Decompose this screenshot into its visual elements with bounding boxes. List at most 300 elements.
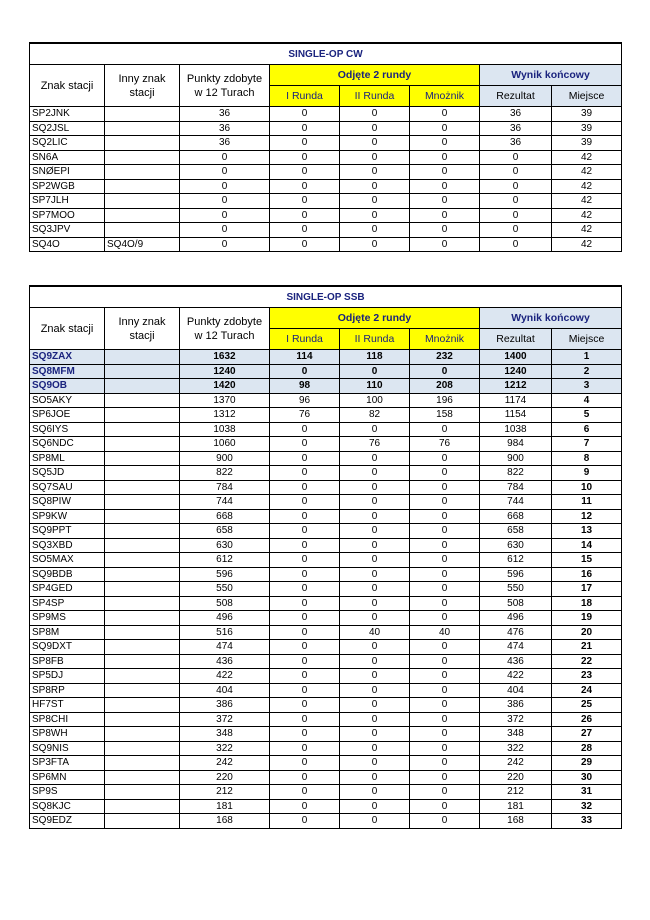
cell-place: 31 [552,785,622,800]
cell-points: 0 [180,194,270,209]
cell-call: SQ8PIW [30,495,105,510]
cell-call: SP8FB [30,654,105,669]
table-row [30,480,622,495]
cell-round1: 0 [270,741,340,756]
cell-round2: 100 [340,393,410,408]
cell-place: 42 [552,150,622,165]
header-result: Rezultat [480,329,552,350]
cell-multiplier: 0 [410,480,480,495]
cell-call: SQ9EDZ [30,814,105,829]
cell-round2: 0 [340,553,410,568]
cell-round1: 0 [270,625,340,640]
header-deducted-group: Odjęte 2 rundy [270,65,480,86]
cell-place: 29 [552,756,622,771]
cell-round2: 0 [340,596,410,611]
cell-place: 42 [552,165,622,180]
cell-round1: 0 [270,451,340,466]
table-row [30,437,622,452]
cell-points: 36 [180,121,270,136]
cell-place: 30 [552,770,622,785]
cell-result: 36 [480,136,552,151]
cell-multiplier: 196 [410,393,480,408]
cell-call: SP8ML [30,451,105,466]
cell-points: 496 [180,611,270,626]
cell-round2: 0 [340,237,410,252]
cell-points: 1370 [180,393,270,408]
cell-points: 1060 [180,437,270,452]
cell-other-call [105,107,180,122]
table-row [30,596,622,611]
cell-place: 10 [552,480,622,495]
cell-multiplier: 0 [410,727,480,742]
table-row [30,814,622,829]
cell-points: 1038 [180,422,270,437]
cell-result: 744 [480,495,552,510]
cell-call: SP7JLH [30,194,105,209]
cell-multiplier: 0 [410,785,480,800]
header-other-call: Inny znak stacji [105,308,180,350]
cell-other-call [105,364,180,379]
cell-round2: 110 [340,379,410,394]
cell-result: 658 [480,524,552,539]
cell-multiplier: 0 [410,194,480,209]
cell-points: 744 [180,495,270,510]
table-row [30,524,622,539]
cell-result: 1212 [480,379,552,394]
header-points: Punkty zdobyte w 12 Turach [180,308,270,350]
table-row [30,785,622,800]
cell-result: 436 [480,654,552,669]
cell-round2: 0 [340,451,410,466]
cell-result: 404 [480,683,552,698]
cell-place: 33 [552,814,622,829]
cell-place: 6 [552,422,622,437]
cell-call: SQ5JD [30,466,105,481]
cell-place: 22 [552,654,622,669]
cell-round2: 0 [340,640,410,655]
cell-result: 422 [480,669,552,684]
cell-place: 26 [552,712,622,727]
table-row [30,640,622,655]
cell-points: 322 [180,741,270,756]
cell-call: SP6MN [30,770,105,785]
cell-result: 476 [480,625,552,640]
cell-round1: 0 [270,136,340,151]
cell-points: 550 [180,582,270,597]
cell-round1: 0 [270,364,340,379]
cell-multiplier: 0 [410,683,480,698]
cell-points: 900 [180,451,270,466]
cell-place: 4 [552,393,622,408]
cell-other-call [105,712,180,727]
cell-round2: 0 [340,364,410,379]
cell-points: 242 [180,756,270,771]
cell-call: SP8RP [30,683,105,698]
cell-place: 18 [552,596,622,611]
cell-other-call [105,451,180,466]
cell-other-call: SQ4O/9 [105,237,180,252]
cell-place: 7 [552,437,622,452]
table-row [30,393,622,408]
cell-other-call [105,785,180,800]
table-row [30,237,622,252]
cell-call: SP4GED [30,582,105,597]
header-multiplier: Mnożnik [410,86,480,107]
cell-call: SP9MS [30,611,105,626]
cell-round2: 0 [340,727,410,742]
cell-round2: 0 [340,669,410,684]
table-row [30,208,622,223]
table-row [30,495,622,510]
cell-other-call [105,538,180,553]
table-row [30,165,622,180]
cell-points: 0 [180,223,270,238]
table-row [30,611,622,626]
cell-call: SP2WGB [30,179,105,194]
cell-multiplier: 0 [410,640,480,655]
cell-result: 1240 [480,364,552,379]
cell-points: 404 [180,683,270,698]
cell-other-call [105,223,180,238]
cell-other-call [105,466,180,481]
cell-other-call [105,770,180,785]
table-row [30,451,622,466]
cell-round2: 0 [340,150,410,165]
cell-points: 168 [180,814,270,829]
cell-points: 1240 [180,364,270,379]
cell-call: SO5AKY [30,393,105,408]
header-points: Punkty zdobyte w 12 Turach [180,65,270,107]
header-round2: II Runda [340,86,410,107]
cell-call: SQ9PPT [30,524,105,539]
cell-result: 784 [480,480,552,495]
cell-other-call [105,727,180,742]
cell-place: 42 [552,208,622,223]
cell-other-call [105,509,180,524]
header-place: Miejsce [552,329,622,350]
cell-place: 1 [552,350,622,365]
table-row [30,799,622,814]
cell-call: SP2JNK [30,107,105,122]
cell-multiplier: 0 [410,611,480,626]
cell-points: 436 [180,654,270,669]
cell-result: 168 [480,814,552,829]
cell-call: SQ7SAU [30,480,105,495]
cell-round1: 0 [270,495,340,510]
cell-place: 19 [552,611,622,626]
table-row [30,741,622,756]
table-row [30,698,622,713]
header-deducted-group: Odjęte 2 rundy [270,308,480,329]
cell-points: 212 [180,785,270,800]
cell-round1: 0 [270,194,340,209]
cell-round1: 76 [270,408,340,423]
cell-place: 5 [552,408,622,423]
cell-result: 0 [480,150,552,165]
cell-round1: 0 [270,524,340,539]
cell-result: 630 [480,538,552,553]
cell-round2: 0 [340,509,410,524]
cell-result: 612 [480,553,552,568]
cell-round1: 98 [270,379,340,394]
cell-other-call [105,121,180,136]
cell-points: 508 [180,596,270,611]
cw-table-title: SINGLE-OP CW [30,43,622,65]
cell-call: SQ9BDB [30,567,105,582]
cell-other-call [105,814,180,829]
table-row [30,150,622,165]
table-row [30,223,622,238]
cell-multiplier: 0 [410,165,480,180]
cell-points: 220 [180,770,270,785]
cell-call: SQ8KJC [30,799,105,814]
cell-other-call [105,150,180,165]
cell-round2: 82 [340,408,410,423]
table-row [30,538,622,553]
cell-round1: 0 [270,698,340,713]
cell-round1: 0 [270,223,340,238]
header-call: Znak stacji [30,65,105,107]
cell-place: 2 [552,364,622,379]
cell-place: 23 [552,669,622,684]
cell-multiplier: 158 [410,408,480,423]
cell-multiplier: 0 [410,538,480,553]
cell-other-call [105,437,180,452]
cell-round2: 0 [340,480,410,495]
cell-round1: 0 [270,466,340,481]
cell-result: 212 [480,785,552,800]
cell-round2: 0 [340,136,410,151]
cell-other-call [105,799,180,814]
cell-call: SP9S [30,785,105,800]
table-row [30,553,622,568]
cell-other-call [105,625,180,640]
cell-place: 13 [552,524,622,539]
header-result: Rezultat [480,86,552,107]
cell-multiplier: 0 [410,669,480,684]
cell-multiplier: 0 [410,654,480,669]
table-row [30,669,622,684]
cell-points: 822 [180,466,270,481]
cell-round1: 0 [270,785,340,800]
cell-place: 32 [552,799,622,814]
cell-round2: 0 [340,785,410,800]
cell-other-call [105,611,180,626]
cell-other-call [105,669,180,684]
cell-points: 612 [180,553,270,568]
cell-round2: 0 [340,107,410,122]
cell-multiplier: 0 [410,712,480,727]
table-row [30,625,622,640]
cell-round2: 0 [340,208,410,223]
cell-result: 496 [480,611,552,626]
cell-round1: 0 [270,121,340,136]
cell-place: 21 [552,640,622,655]
cell-result: 984 [480,437,552,452]
cell-place: 24 [552,683,622,698]
cell-other-call [105,136,180,151]
cell-result: 181 [480,799,552,814]
cell-round2: 0 [340,582,410,597]
cell-points: 1632 [180,350,270,365]
cell-result: 322 [480,741,552,756]
cell-multiplier: 0 [410,524,480,539]
cell-round1: 0 [270,553,340,568]
table-row [30,727,622,742]
cell-call: SP8CHI [30,712,105,727]
cell-result: 372 [480,712,552,727]
table-row [30,466,622,481]
cell-round2: 0 [340,712,410,727]
cell-points: 1312 [180,408,270,423]
cell-call: SQ3XBD [30,538,105,553]
table-row [30,712,622,727]
cell-other-call [105,553,180,568]
table-row [30,121,622,136]
header-round1: I Runda [270,86,340,107]
cell-multiplier: 0 [410,553,480,568]
table-row [30,364,622,379]
table-row [30,379,622,394]
cell-call: SP3FTA [30,756,105,771]
cell-multiplier: 0 [410,799,480,814]
cell-result: 348 [480,727,552,742]
cell-round1: 0 [270,422,340,437]
cell-round1: 0 [270,669,340,684]
cell-round1: 0 [270,727,340,742]
cell-result: 596 [480,567,552,582]
cell-round2: 0 [340,814,410,829]
cell-place: 42 [552,194,622,209]
cell-call: SN6A [30,150,105,165]
cell-multiplier: 0 [410,567,480,582]
table-row [30,509,622,524]
cell-round2: 0 [340,698,410,713]
cell-round1: 0 [270,237,340,252]
cw-results-table [29,42,622,252]
cell-result: 900 [480,451,552,466]
cell-points: 474 [180,640,270,655]
cell-points: 348 [180,727,270,742]
cell-round2: 0 [340,611,410,626]
cell-multiplier: 232 [410,350,480,365]
cell-round1: 0 [270,770,340,785]
cell-place: 16 [552,567,622,582]
cell-call: SQ8MFM [30,364,105,379]
cell-other-call [105,480,180,495]
cell-round1: 0 [270,480,340,495]
cell-place: 27 [552,727,622,742]
cell-round2: 0 [340,799,410,814]
cell-call: SQ3JPV [30,223,105,238]
cell-round1: 96 [270,393,340,408]
table-row [30,654,622,669]
header-round1: I Runda [270,329,340,350]
cell-result: 0 [480,223,552,238]
cell-result: 0 [480,165,552,180]
cell-other-call [105,683,180,698]
cell-result: 822 [480,466,552,481]
cell-call: SQ4O [30,237,105,252]
cell-other-call [105,408,180,423]
cell-round2: 0 [340,495,410,510]
cell-multiplier: 0 [410,150,480,165]
cell-call: SP4SP [30,596,105,611]
table-row [30,756,622,771]
cell-points: 181 [180,799,270,814]
cell-other-call [105,393,180,408]
cell-result: 1038 [480,422,552,437]
header-final-group: Wynik końcowy [480,308,622,329]
cell-points: 1420 [180,379,270,394]
cell-call: SQ6NDC [30,437,105,452]
cell-multiplier: 0 [410,466,480,481]
cell-round2: 0 [340,121,410,136]
header-multiplier: Mnożnik [410,329,480,350]
cell-place: 17 [552,582,622,597]
cell-call: SNØEPI [30,165,105,180]
cell-call: SP7MOO [30,208,105,223]
cell-call: SQ9NIS [30,741,105,756]
cell-round2: 0 [340,756,410,771]
table-row [30,107,622,122]
cell-result: 1174 [480,393,552,408]
cell-result: 220 [480,770,552,785]
table-row [30,408,622,423]
cell-other-call [105,524,180,539]
cell-multiplier: 0 [410,237,480,252]
cell-round2: 76 [340,437,410,452]
cell-round2: 0 [340,179,410,194]
cell-multiplier: 0 [410,364,480,379]
cell-result: 242 [480,756,552,771]
cell-points: 422 [180,669,270,684]
cell-round1: 0 [270,179,340,194]
cell-call: SQ9ZAX [30,350,105,365]
cell-round1: 0 [270,799,340,814]
cell-multiplier: 0 [410,741,480,756]
cell-other-call [105,756,180,771]
cell-points: 630 [180,538,270,553]
cell-call: SO5MAX [30,553,105,568]
cell-result: 1154 [480,408,552,423]
cell-round1: 0 [270,582,340,597]
cell-place: 11 [552,495,622,510]
cell-points: 668 [180,509,270,524]
cell-call: SQ9OB [30,379,105,394]
cell-round1: 0 [270,712,340,727]
cell-round2: 0 [340,538,410,553]
cell-other-call [105,495,180,510]
table-row [30,582,622,597]
cell-other-call [105,350,180,365]
cell-points: 0 [180,208,270,223]
cell-round2: 0 [340,466,410,481]
cell-multiplier: 0 [410,495,480,510]
cell-call: SP8M [30,625,105,640]
cell-points: 658 [180,524,270,539]
cell-round1: 0 [270,509,340,524]
table-row [30,683,622,698]
cell-multiplier: 0 [410,770,480,785]
cell-points: 0 [180,165,270,180]
cell-points: 0 [180,237,270,252]
cell-points: 372 [180,712,270,727]
cell-multiplier: 0 [410,179,480,194]
cell-round1: 0 [270,208,340,223]
table-row [30,179,622,194]
cell-other-call [105,567,180,582]
